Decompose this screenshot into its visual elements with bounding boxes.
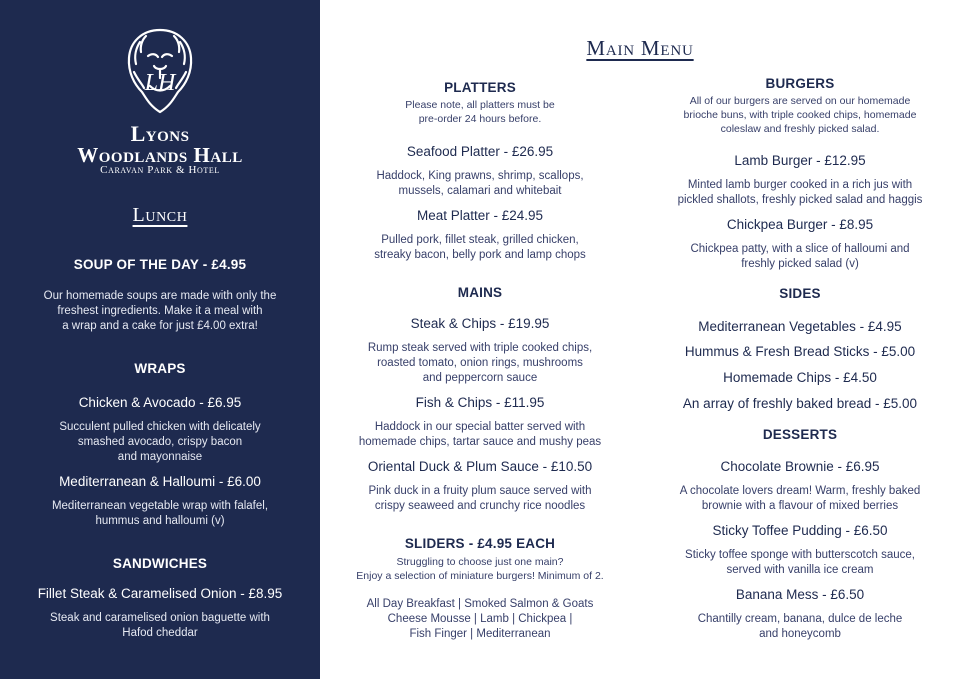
svg-text:LH: LH	[144, 70, 176, 96]
menu-item-name: Mediterranean & Halloumi - £6.00	[59, 474, 261, 489]
menu-item-description	[640, 612, 960, 642]
note-line: coleslaw and freshly picked salad.	[720, 123, 880, 135]
desc-line: a wrap and a cake for just £4.00 extra!	[62, 320, 258, 332]
note-line: Struggling to choose just one main?	[396, 556, 564, 568]
side-item: Hummus & Fresh Bread Sticks - £5.00	[684, 344, 916, 359]
desc-line: Steak and caramelised onion baguette with	[50, 612, 270, 624]
main-menu-title: Main Menu	[586, 36, 694, 60]
burgers-heading: BURGERS	[765, 76, 835, 91]
menu-item-description	[0, 499, 320, 529]
desc-line: Pulled pork, fillet steak, grilled chicken,	[381, 234, 579, 246]
menu-item-name: Chicken & Avocado - £6.95	[78, 395, 242, 410]
desc-line: smashed avocado, crispy bacon	[77, 436, 243, 448]
desc-line: hummus and halloumi (v)	[95, 515, 225, 527]
desc-line: Pink duck in a fruity plum sauce served with	[368, 485, 592, 497]
desc-line: roasted tomato, onion rings, mushrooms	[377, 357, 583, 369]
menu-item-description	[320, 169, 640, 199]
mains-heading: MAINS	[457, 285, 503, 300]
menu-item-name: Oriental Duck & Plum Sauce - £10.50	[367, 459, 593, 474]
lion-head-monogram-icon	[120, 26, 200, 116]
sandwiches-heading: SANDWICHES	[112, 556, 208, 571]
desc-line: Haddock, King prawns, shrimp, scallops,	[376, 170, 584, 182]
menu-item-name: Seafood Platter - £26.95	[406, 144, 554, 159]
note-line: Enjoy a selection of miniature burgers! Minimum of 2.	[356, 570, 604, 582]
desc-line: Haddock in our special batter served with	[374, 421, 586, 433]
menu-item-description	[320, 484, 640, 514]
brand-name-line2: Woodlands Hall	[77, 143, 243, 167]
menu-item-description	[640, 242, 960, 272]
brand-name-line1: Lyons	[130, 121, 190, 146]
menu-item-name: Fish & Chips - £11.95	[415, 395, 545, 410]
side-item: Homemade Chips - £4.50	[723, 370, 877, 385]
desc-line: mussels, calamari and whitebait	[398, 185, 562, 197]
desc-line: Succulent pulled chicken with delicately	[59, 421, 261, 433]
sliders-options	[320, 597, 640, 642]
desc-line: Cheese Mousse | Lamb | Chickpea |	[387, 613, 573, 625]
desc-line: Our homemade soups are made with only the	[43, 290, 277, 302]
note-line: Please note, all platters must be	[405, 99, 555, 111]
menu-item-name: Chickpea Burger - £8.95	[726, 217, 874, 232]
menu-item-description	[320, 420, 640, 450]
burgers-note	[640, 94, 960, 136]
platters-note	[320, 98, 640, 126]
desc-line: Sticky toffee sponge with butterscotch sauce,	[685, 549, 915, 561]
desc-line: freshly picked salad (v)	[741, 258, 859, 270]
note-line: pre-order 24 hours before.	[418, 113, 542, 125]
desc-line: brownie with a flavour of mixed berries	[701, 500, 899, 512]
menu-item-name: Meat Platter - £24.95	[416, 208, 544, 223]
desserts-heading: DESSERTS	[762, 427, 838, 442]
menu-item-name: Fillet Steak & Caramelised Onion - £8.95	[37, 586, 283, 601]
desc-line: freshest ingredients. Make it a meal with	[57, 305, 263, 317]
main-menu-panel	[320, 0, 960, 679]
menu-item-name: Banana Mess - £6.50	[735, 587, 865, 602]
menu-item-description	[320, 341, 640, 386]
desc-line: Hafod cheddar	[122, 627, 198, 639]
desc-line: Chantilly cream, banana, dulce de leche	[697, 613, 903, 625]
lunch-panel	[0, 0, 320, 679]
desc-line: and peppercorn sauce	[422, 372, 538, 384]
desc-line: Minted lamb burger cooked in a rich jus with	[687, 179, 913, 191]
desc-line: Fish Finger | Mediterranean	[409, 628, 551, 640]
desc-line: All Day Breakfast | Smoked Salmon & Goats	[366, 598, 594, 610]
desc-line: pickled shallots, freshly picked salad and haggis	[677, 194, 923, 206]
menu-item-name: Sticky Toffee Pudding - £6.50	[712, 523, 888, 538]
desc-line: A chocolate lovers dream! Warm, freshly baked	[679, 485, 921, 497]
menu-item-name: Chocolate Brownie - £6.95	[720, 459, 880, 474]
desc-line: Mediterranean vegetable wrap with falafel,	[51, 500, 269, 512]
desc-line: crispy seaweed and crunchy rice noodles	[374, 500, 586, 512]
side-item: An array of freshly baked bread - £5.00	[682, 396, 918, 411]
menu-item-description	[640, 484, 960, 514]
desc-line: served with vanilla ice cream	[726, 564, 874, 576]
side-item: Mediterranean Vegetables - £4.95	[698, 319, 902, 334]
sliders-heading: SLIDERS - £4.95 EACH	[404, 536, 556, 551]
menu-item-description	[640, 178, 960, 208]
lunch-title: Lunch	[132, 204, 188, 226]
desc-line: and mayonnaise	[117, 451, 203, 463]
note-line: All of our burgers are served on our homemade	[689, 95, 911, 107]
menu-item-description	[640, 548, 960, 578]
soup-description	[0, 289, 320, 334]
platters-heading: PLATTERS	[444, 80, 516, 95]
menu-item-name: Lamb Burger - £12.95	[734, 153, 866, 168]
sliders-note	[320, 555, 640, 583]
menu-item-description	[0, 420, 320, 465]
wraps-heading: WRAPS	[134, 361, 186, 376]
desc-line: and honeycomb	[759, 628, 841, 640]
menu-item-description	[320, 233, 640, 263]
soup-heading: SOUP OF THE DAY - £4.95	[73, 257, 247, 272]
menu-item-name: Steak & Chips - £19.95	[410, 316, 550, 331]
desc-line: streaky bacon, belly pork and lamp chops	[374, 249, 586, 261]
desc-line: homemade chips, tartar sauce and mushy peas	[358, 436, 602, 448]
brand-tagline: Caravan Park & Hotel	[100, 164, 220, 176]
menu-item-description	[0, 611, 320, 641]
sides-heading: SIDES	[779, 286, 821, 301]
desc-line: Rump steak served with triple cooked chips,	[367, 342, 593, 354]
desc-line: Chickpea patty, with a slice of halloumi and	[690, 243, 910, 255]
note-line: brioche buns, with triple cooked chips, homemade	[683, 109, 917, 121]
